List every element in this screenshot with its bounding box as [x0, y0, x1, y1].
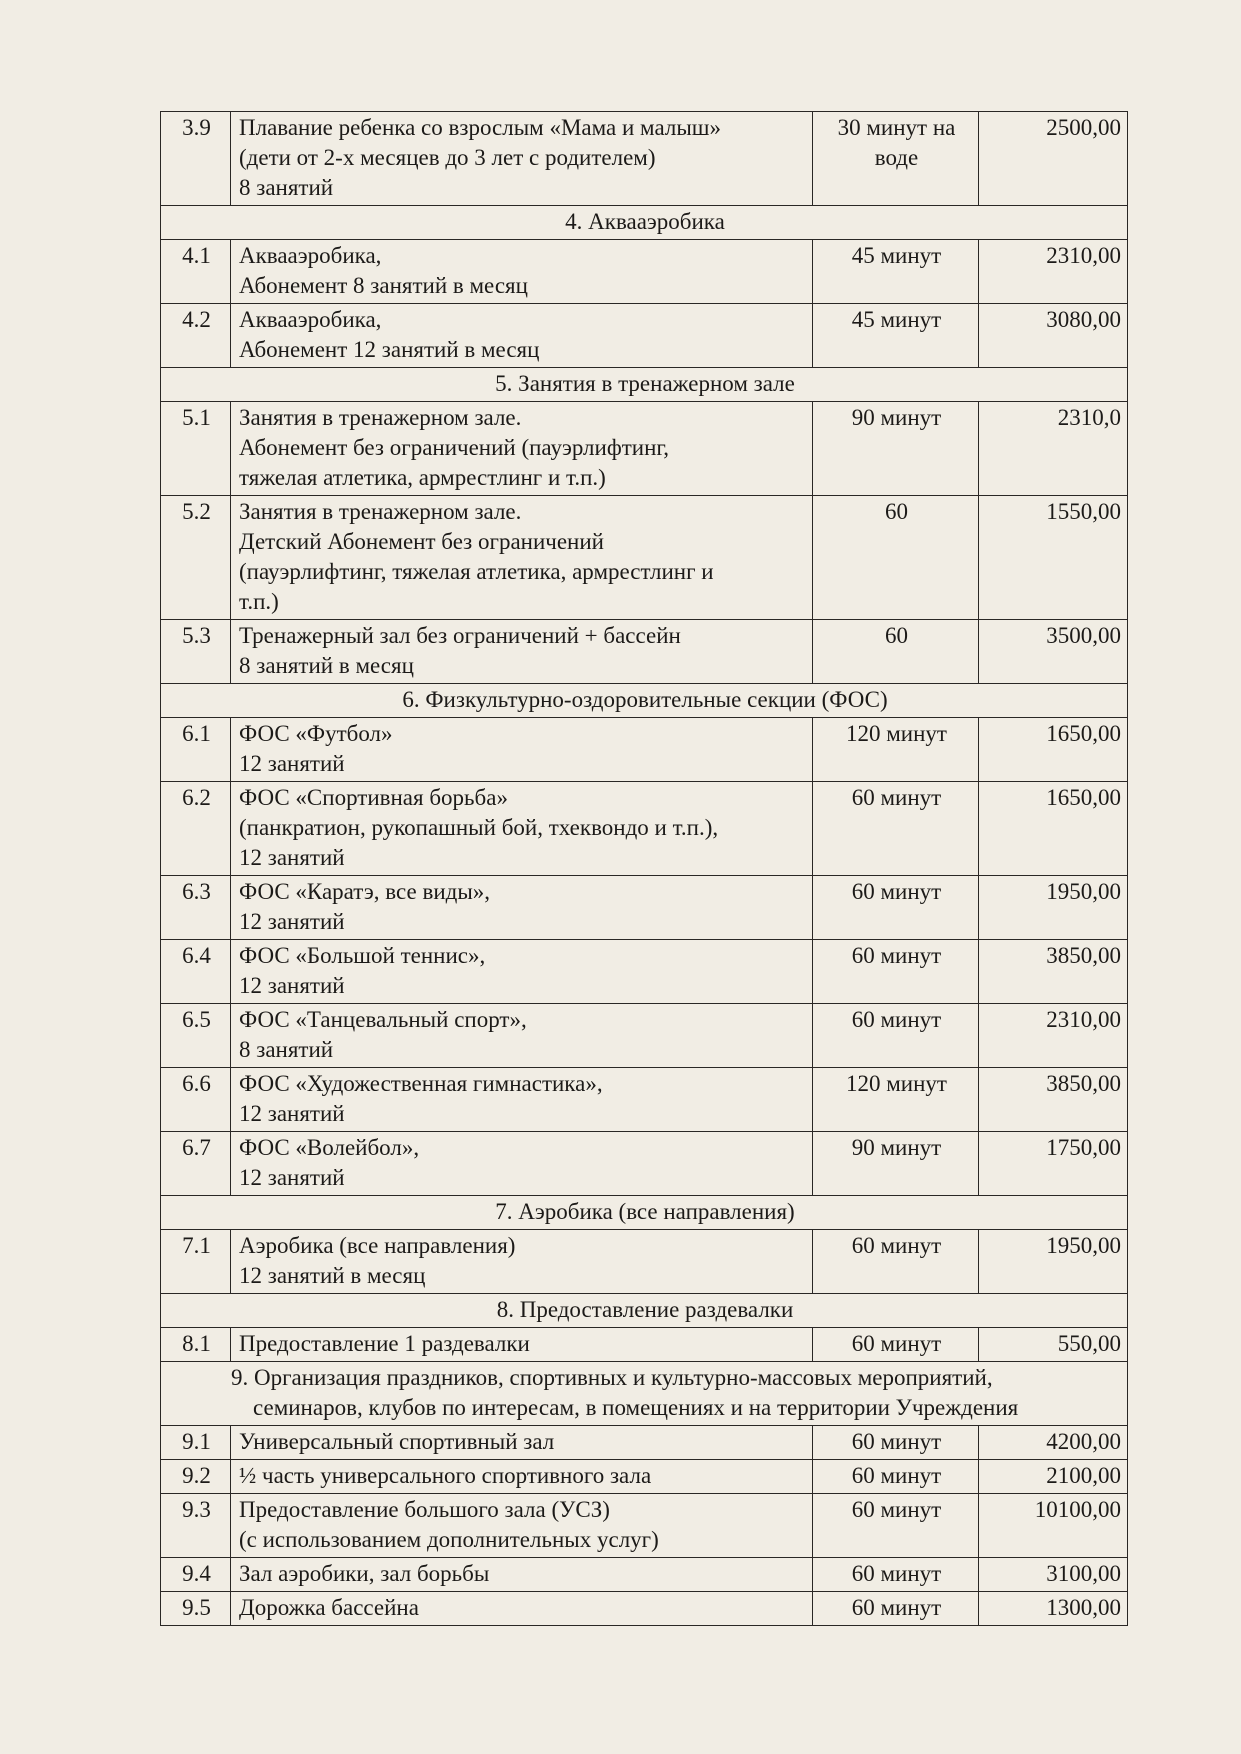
duration: 60 минут — [813, 1328, 979, 1362]
description-line: 12 занятий — [239, 1165, 345, 1190]
item-number: 9.3 — [161, 1494, 231, 1558]
duration: 60 минут — [813, 1592, 979, 1626]
service-description — [231, 1426, 813, 1460]
duration: 90 минут — [813, 1132, 979, 1196]
duration: 45 минут — [813, 240, 979, 304]
description-line: тяжелая атлетика, армрестлинг и т.п.) — [239, 465, 606, 490]
table-row — [161, 1068, 1128, 1132]
table-row — [161, 112, 1128, 206]
section-title-line: 9. Организация праздников, спортивных и культурно-массовых мероприятий, — [231, 1365, 993, 1390]
item-number: 5.1 — [161, 402, 231, 496]
price-value: 3850,00 — [979, 940, 1128, 1004]
price-value: 1550,00 — [979, 496, 1128, 620]
description-line: (пауэрлифтинг, тяжелая атлетика, армрестлинг и — [239, 559, 714, 584]
table-row — [161, 240, 1128, 304]
price-value: 1650,00 — [979, 718, 1128, 782]
description-line: 12 занятий — [239, 973, 345, 998]
item-number: 6.3 — [161, 876, 231, 940]
service-description — [231, 240, 813, 304]
description-line: (панкратион, рукопашный бой, тхеквондо и т.п.), — [239, 815, 719, 840]
duration: 120 минут — [813, 718, 979, 782]
description-line: 12 занятий в месяц — [239, 1263, 426, 1288]
item-number: 6.6 — [161, 1068, 231, 1132]
description-line: Занятия в тренажерном зале. — [239, 405, 522, 430]
item-number: 6.4 — [161, 940, 231, 1004]
description-line: Плавание ребенка со взрослым «Мама и малыш» — [239, 115, 721, 140]
price-value: 2310,00 — [979, 1004, 1128, 1068]
description-line: ½ часть универсального спортивного зала — [239, 1463, 652, 1488]
duration: 60 минут — [813, 782, 979, 876]
price-value: 1750,00 — [979, 1132, 1128, 1196]
item-number: 9.1 — [161, 1426, 231, 1460]
section-title: 7. Аэробика (все направления) — [161, 1196, 1128, 1230]
description-line: Тренажерный зал без ограничений + бассейн — [239, 623, 681, 648]
description-line: Универсальный спортивный зал — [239, 1429, 555, 1454]
duration: 60 минут — [813, 1426, 979, 1460]
description-line: (с использованием дополнительных услуг) — [239, 1527, 659, 1552]
section-title: 5. Занятия в тренажерном зале — [161, 368, 1128, 402]
price-table — [160, 111, 1128, 1626]
table-row — [161, 1004, 1128, 1068]
price-value: 3080,00 — [979, 304, 1128, 368]
item-number: 7.1 — [161, 1230, 231, 1294]
price-value: 1300,00 — [979, 1592, 1128, 1626]
duration: 120 минут — [813, 1068, 979, 1132]
price-value: 3500,00 — [979, 620, 1128, 684]
description-line: Занятия в тренажерном зале. — [239, 499, 522, 524]
description-line: Предоставление большого зала (УСЗ) — [239, 1497, 610, 1522]
section-title: 8. Предоставление раздевалки — [161, 1294, 1128, 1328]
section-header-row — [161, 368, 1128, 402]
service-description — [231, 1328, 813, 1362]
description-line: Аэробика (все направления) — [239, 1233, 516, 1258]
duration: 60 минут — [813, 1230, 979, 1294]
item-number: 6.5 — [161, 1004, 231, 1068]
item-number: 6.2 — [161, 782, 231, 876]
service-description — [231, 876, 813, 940]
service-description — [231, 402, 813, 496]
table-row — [161, 1328, 1128, 1362]
table-row — [161, 1132, 1128, 1196]
item-number: 5.2 — [161, 496, 231, 620]
duration: 90 минут — [813, 402, 979, 496]
item-number: 3.9 — [161, 112, 231, 206]
service-description — [231, 304, 813, 368]
section-header-row — [161, 684, 1128, 718]
description-line: Абонемент без ограничений (пауэрлифтинг, — [239, 435, 669, 460]
service-description — [231, 1558, 813, 1592]
duration: 60 минут — [813, 876, 979, 940]
duration: 30 минут на воде — [813, 112, 979, 206]
table-row — [161, 1230, 1128, 1294]
table-row — [161, 940, 1128, 1004]
service-description — [231, 496, 813, 620]
table-row — [161, 782, 1128, 876]
duration: 60 минут — [813, 1460, 979, 1494]
description-line: Аквааэробика, — [239, 307, 382, 332]
description-line: ФОС «Спортивная борьба» — [239, 785, 508, 810]
table-row — [161, 1558, 1128, 1592]
description-line: ФОС «Большой теннис», — [239, 943, 486, 968]
description-line: 12 занятий — [239, 909, 345, 934]
item-number: 9.5 — [161, 1592, 231, 1626]
duration: 45 минут — [813, 304, 979, 368]
description-line: 12 занятий — [239, 751, 345, 776]
description-line: Детский Абонемент без ограничений — [239, 529, 604, 554]
description-line: ФОС «Волейбол», — [239, 1135, 420, 1160]
item-number: 4.2 — [161, 304, 231, 368]
service-description — [231, 782, 813, 876]
price-value: 10100,00 — [979, 1494, 1128, 1558]
section-title: 4. Аквааэробика — [161, 206, 1128, 240]
table-row — [161, 876, 1128, 940]
description-line: ФОС «Каратэ, все виды», — [239, 879, 491, 904]
table-row — [161, 718, 1128, 782]
description-line: 8 занятий — [239, 1037, 334, 1062]
price-value: 2500,00 — [979, 112, 1128, 206]
table-row — [161, 620, 1128, 684]
description-line: ФОС «Танцевальный спорт», — [239, 1007, 527, 1032]
item-number: 6.1 — [161, 718, 231, 782]
description-line: ФОС «Художественная гимнастика», — [239, 1071, 603, 1096]
price-value: 2310,0 — [979, 402, 1128, 496]
price-value: 1950,00 — [979, 876, 1128, 940]
price-table-body — [161, 112, 1128, 1626]
price-value: 1650,00 — [979, 782, 1128, 876]
item-number: 8.1 — [161, 1328, 231, 1362]
description-line: (дети от 2-х месяцев до 3 лет с родителем) — [239, 145, 656, 170]
service-description — [231, 718, 813, 782]
description-line: 12 занятий — [239, 1101, 345, 1126]
price-value: 550,00 — [979, 1328, 1128, 1362]
duration: 60 — [813, 496, 979, 620]
service-description — [231, 1132, 813, 1196]
table-row — [161, 1592, 1128, 1626]
section-header-row — [161, 1196, 1128, 1230]
description-line: Дорожка бассейна — [239, 1595, 419, 1620]
item-number: 5.3 — [161, 620, 231, 684]
service-description — [231, 940, 813, 1004]
service-description — [231, 620, 813, 684]
section-header-row — [161, 1362, 1128, 1426]
description-line: Аквааэробика, — [239, 243, 382, 268]
service-description — [231, 1592, 813, 1626]
description-line: Предоставление 1 раздевалки — [239, 1331, 530, 1356]
description-line: Абонемент 12 занятий в месяц — [239, 337, 540, 362]
service-description — [231, 1460, 813, 1494]
description-line: Абонемент 8 занятий в месяц — [239, 273, 528, 298]
table-row — [161, 402, 1128, 496]
duration: 60 минут — [813, 940, 979, 1004]
item-number: 4.1 — [161, 240, 231, 304]
duration: 60 минут — [813, 1494, 979, 1558]
description-line: 8 занятий — [239, 175, 334, 200]
price-value: 3850,00 — [979, 1068, 1128, 1132]
service-description — [231, 112, 813, 206]
service-description — [231, 1004, 813, 1068]
price-value: 2100,00 — [979, 1460, 1128, 1494]
table-row — [161, 496, 1128, 620]
price-value: 4200,00 — [979, 1426, 1128, 1460]
price-value: 1950,00 — [979, 1230, 1128, 1294]
table-row — [161, 1460, 1128, 1494]
table-row — [161, 304, 1128, 368]
price-value: 3100,00 — [979, 1558, 1128, 1592]
item-number: 6.7 — [161, 1132, 231, 1196]
item-number: 9.4 — [161, 1558, 231, 1592]
table-row — [161, 1494, 1128, 1558]
service-description — [231, 1230, 813, 1294]
description-line: т.п.) — [239, 589, 279, 614]
section-title — [161, 1362, 1128, 1426]
item-number: 9.2 — [161, 1460, 231, 1494]
description-line: 12 занятий — [239, 845, 345, 870]
section-header-row — [161, 206, 1128, 240]
section-header-row — [161, 1294, 1128, 1328]
service-description — [231, 1068, 813, 1132]
duration: 60 — [813, 620, 979, 684]
duration: 60 минут — [813, 1004, 979, 1068]
section-title: 6. Физкультурно-оздоровительные секции (ФОС) — [161, 684, 1128, 718]
description-line: 8 занятий в месяц — [239, 653, 414, 678]
section-title-line: семинаров, клубов по интересам, в помещениях и на территории Учреждения — [253, 1395, 1019, 1420]
table-row — [161, 1426, 1128, 1460]
service-description — [231, 1494, 813, 1558]
description-line: Зал аэробики, зал борьбы — [239, 1561, 490, 1586]
duration: 60 минут — [813, 1558, 979, 1592]
description-line: ФОС «Футбол» — [239, 721, 393, 746]
price-value: 2310,00 — [979, 240, 1128, 304]
